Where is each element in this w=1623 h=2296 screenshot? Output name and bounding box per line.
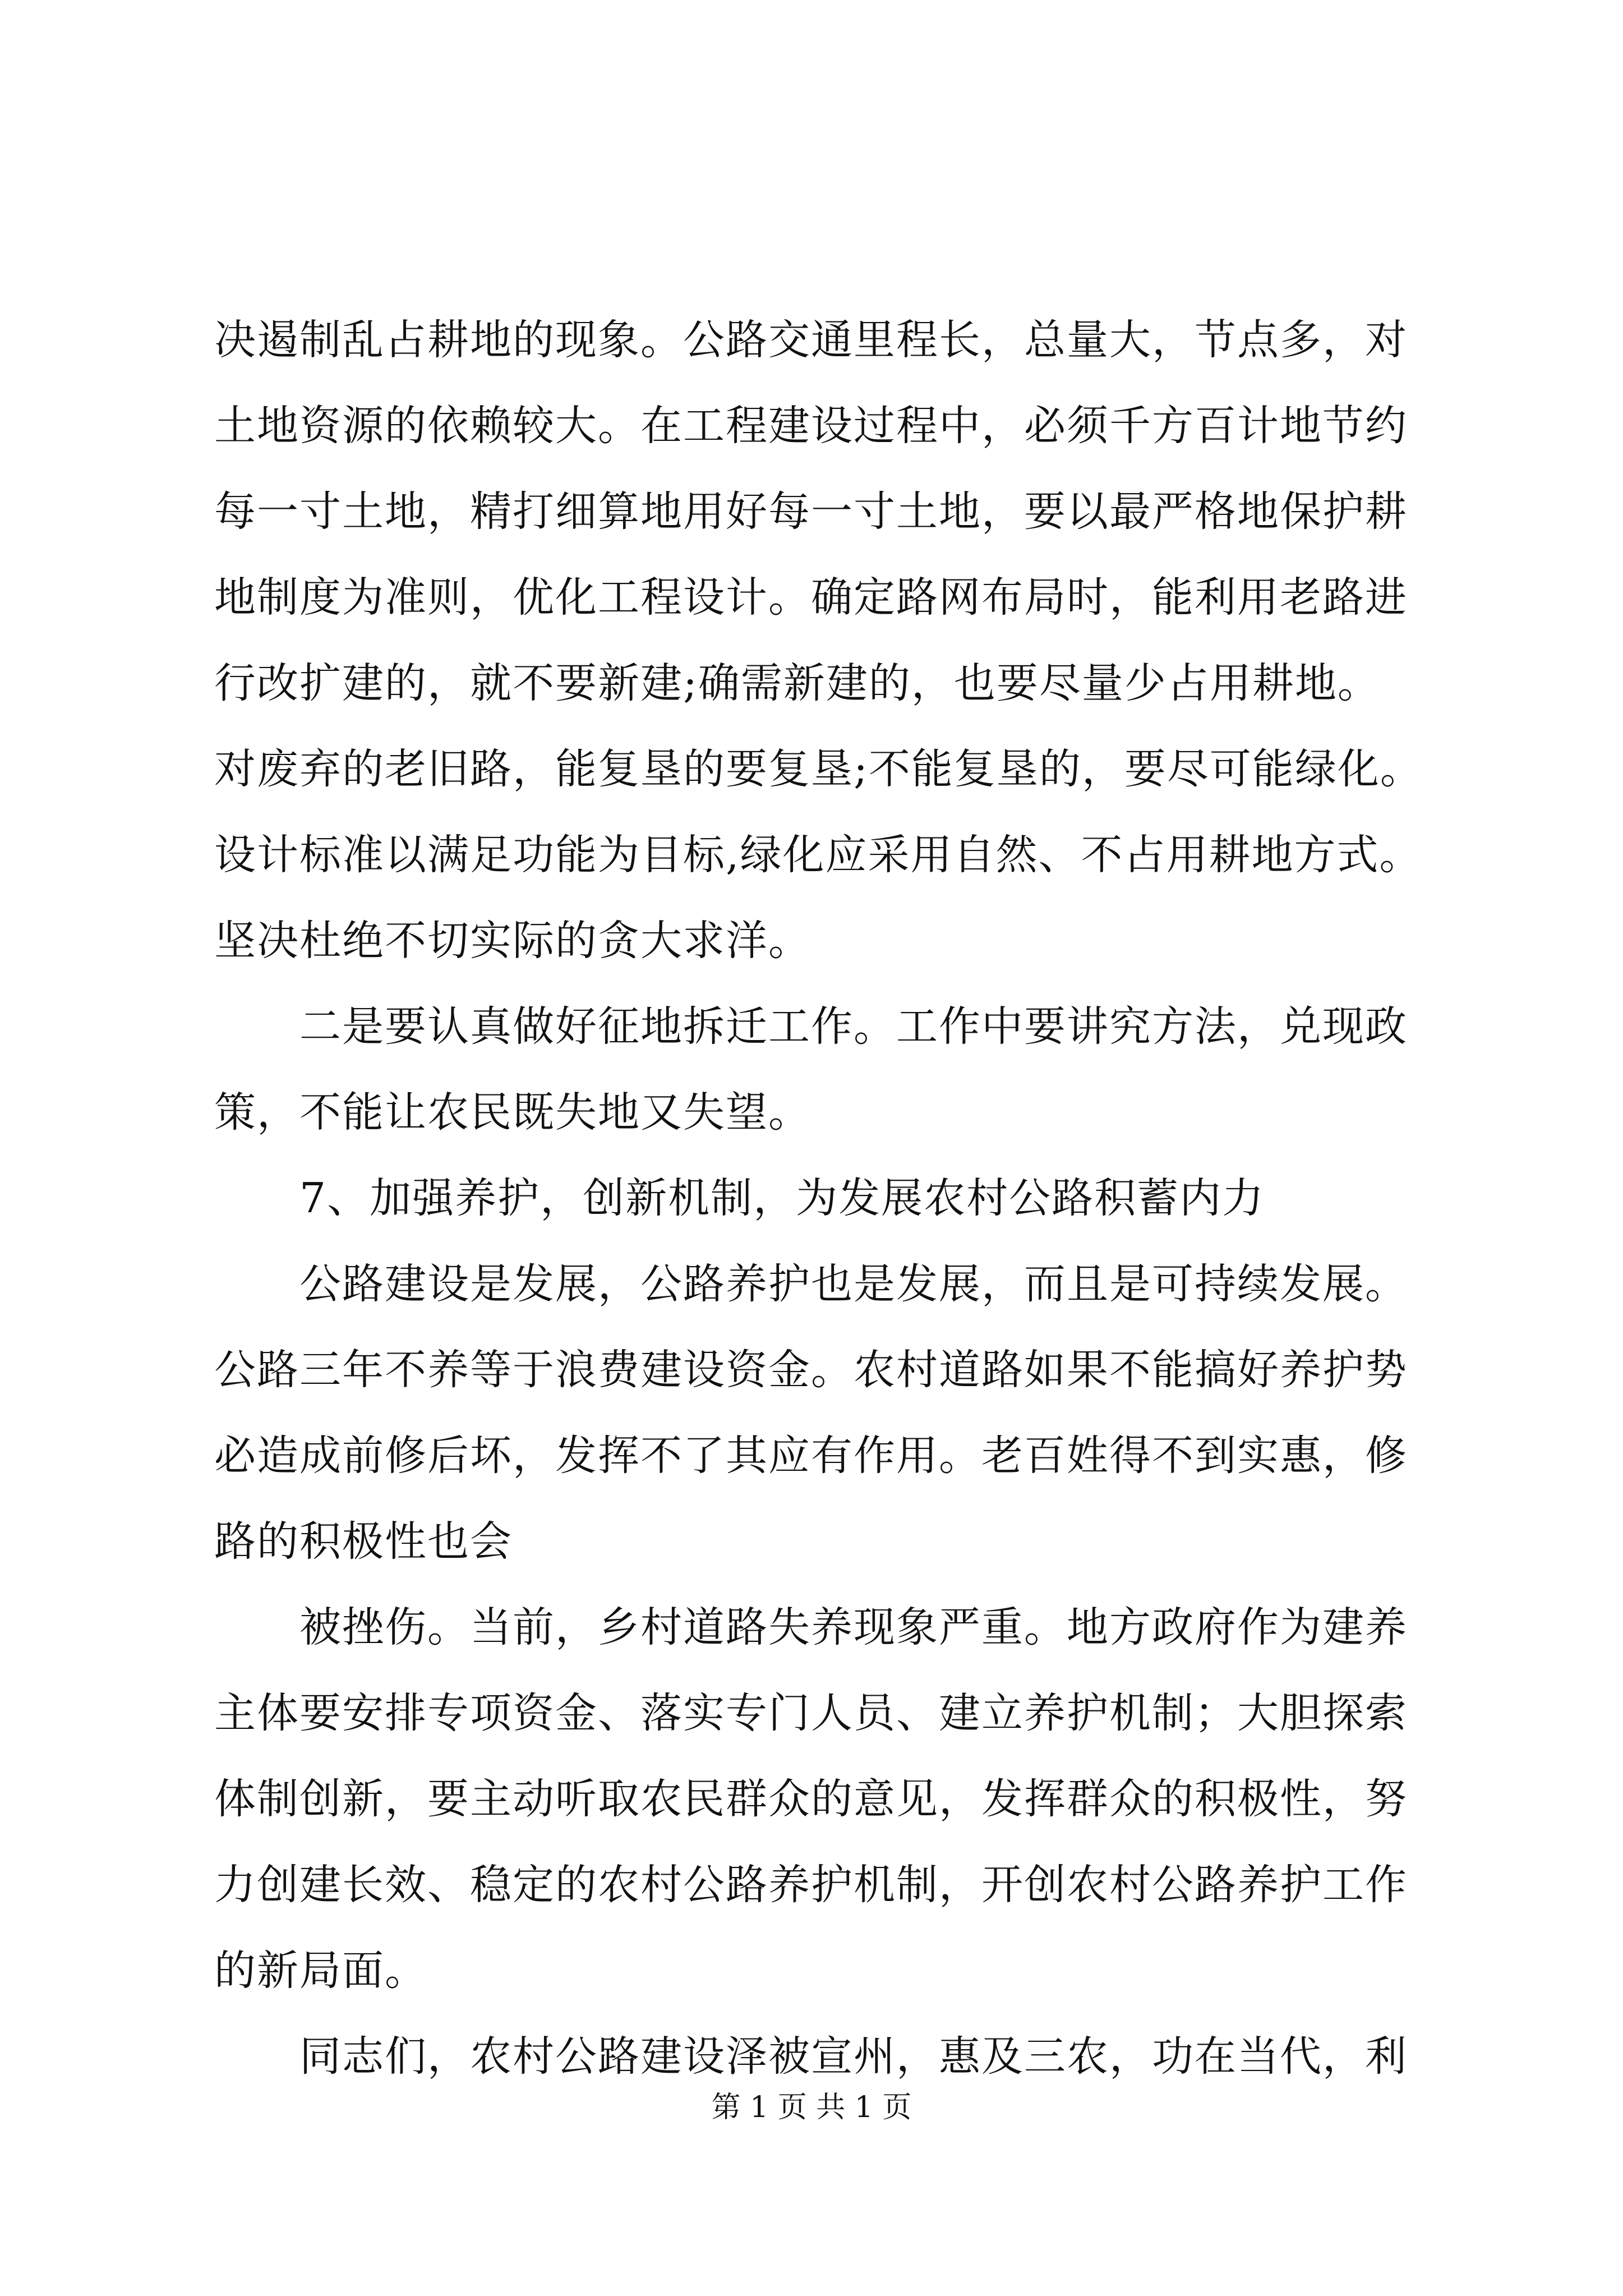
text-line: 地制度为准则，优化工程设计。确定路网布局时，能利用老路进 [214, 573, 1408, 622]
text-line: 土地资源的依赖较大。在工程建设过程中，必须千方百计地节约 [214, 402, 1408, 450]
document-body [214, 297, 1423, 2100]
paragraph-line: 同志们，农村公路建设泽被宣州，惠及三农，功在当代，利 [214, 2032, 1408, 2081]
text-line: 坚决杜绝不切实际的贪大求洋。 [214, 917, 811, 965]
section-heading: 7、加强养护，创新机制，为发展农村公路积蓄内力 [214, 1174, 1265, 1222]
paragraph-line: 二是要认真做好征地拆迁工作。工作中要讲究方法，兑现政 [214, 1002, 1408, 1051]
text-line: 设计标准以满足功能为目标,绿化应采用自然、不占用耕地方式。 [214, 831, 1422, 879]
text-line: 必造成前修后坏，发挥不了其应有作用。老百姓得不到实惠，修 [214, 1432, 1408, 1480]
text-line: 对废弃的老旧路，能复垦的要复垦;不能复垦的，要尽可能绿化。 [214, 745, 1423, 793]
text-line: 决遏制乱占耕地的现象。公路交通里程长，总量大，节点多，对 [214, 316, 1408, 364]
paragraph-line: 被挫伤。当前，乡村道路失养现象严重。地方政府作为建养 [214, 1603, 1408, 1651]
text-line: 力创建长效、稳定的农村公路养护机制，开创农村公路养护工作 [214, 1861, 1408, 1909]
text-line: 路的积极性也会 [214, 1517, 513, 1566]
paragraph-line: 公路建设是发展，公路养护也是发展，而且是可持续发展。 [214, 1260, 1408, 1308]
text-line: 体制创新，要主动听取农民群众的意见，发挥群众的积极性，努 [214, 1775, 1408, 1823]
page-footer: 第 1 页 共 1 页 [711, 2091, 912, 2124]
text-line: 行改扩建的，就不要新建;确需新建的，也要尽量少占用耕地。 [214, 659, 1380, 707]
text-line: 每一寸土地，精打细算地用好每一寸土地，要以最严格地保护耕 [214, 487, 1408, 536]
text-line: 的新局面。 [214, 1947, 427, 1995]
text-line: 公路三年不养等于浪费建设资金。农村道路如果不能搞好养护势 [214, 1346, 1408, 1394]
text-line: 策，不能让农民既失地又失望。 [214, 1088, 811, 1137]
text-line: 主体要安排专项资金、落实专门人员、建立养护机制；大胆探索 [214, 1689, 1408, 1737]
